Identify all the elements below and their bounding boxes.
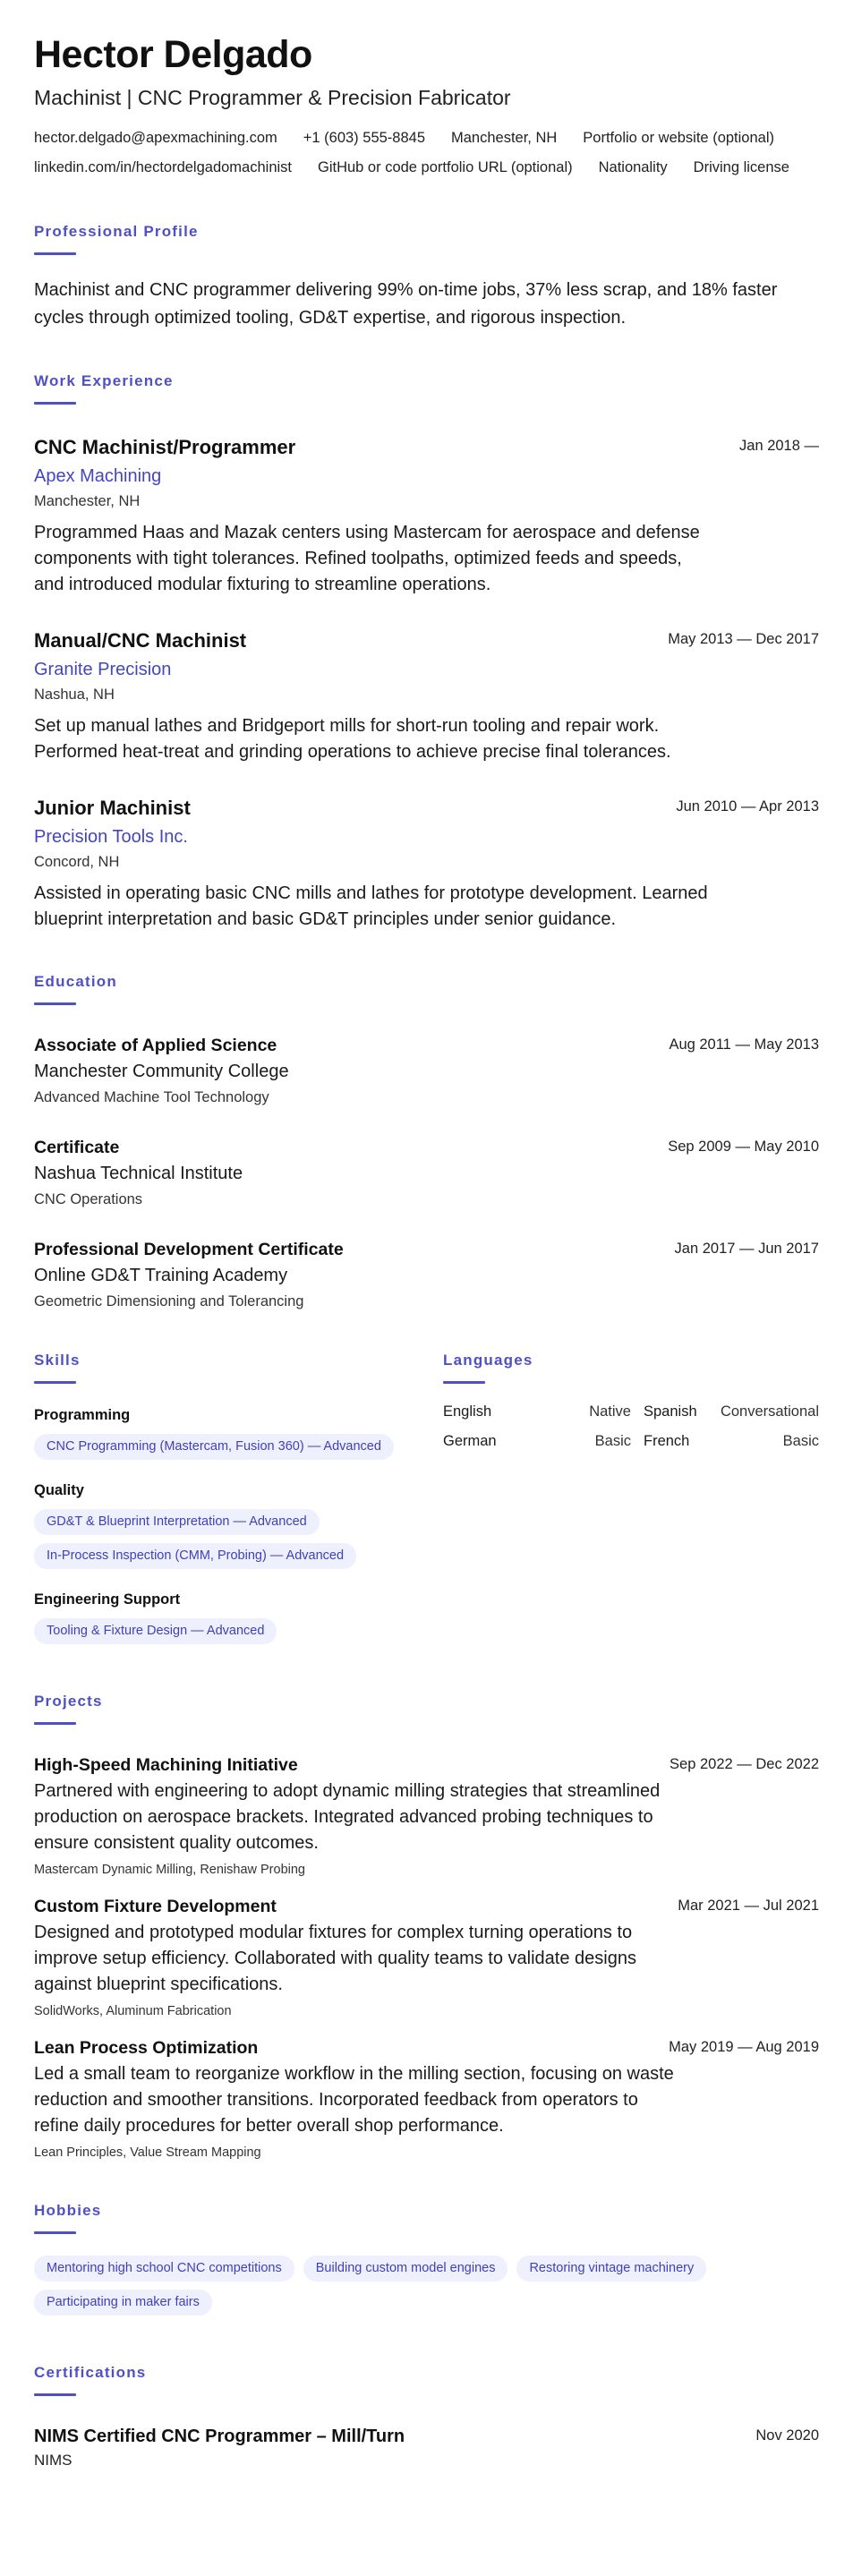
education-entry bbox=[34, 1136, 819, 1209]
section-title-education: Education bbox=[34, 973, 117, 990]
project-dates: Mar 2021 — Jul 2021 bbox=[678, 1898, 819, 1914]
section-title-experience: Work Experience bbox=[34, 372, 174, 389]
certification-entry bbox=[34, 2425, 819, 2470]
section-divider bbox=[34, 2231, 76, 2234]
section-divider bbox=[443, 1381, 485, 1384]
job-description: Assisted in operating basic CNC mills and lathes for prototype development. Learned blueprint interpretation and basic GD&T principles under senior guidance. bbox=[34, 883, 708, 929]
project-name: Lean Process Optimization bbox=[34, 2038, 259, 2058]
section-divider bbox=[34, 1722, 76, 1725]
education-field: Geometric Dimensioning and Tolerancing bbox=[34, 1293, 304, 1309]
project-dates: May 2019 — Aug 2019 bbox=[669, 2039, 819, 2055]
section-title-projects: Projects bbox=[34, 1693, 103, 1710]
education-school: Nashua Technical Institute bbox=[34, 1164, 243, 1183]
profile-summary: Machinist and CNC programmer delivering 99% on-time jobs, 37% less scrap, and 18% faster cycles through optimized tooling, GD&T expertise, and rigorous inspection. bbox=[34, 280, 778, 328]
hobbies-list bbox=[34, 2256, 804, 2324]
project-description: Led a small team to reorganize workflow in the milling section, focusing on waste reduction and smoother transitions. Incorporated feedback from operators to refine daily procedures for better overall shop performance. bbox=[34, 2064, 674, 2136]
job-entry bbox=[34, 435, 819, 598]
education-entry bbox=[34, 1034, 819, 1107]
projects-section bbox=[34, 1692, 819, 2162]
job-description: Set up manual lathes and Bridgeport mills for short-run tooling and repair work. Performed heat-treat and grinding operations to achieve precise final tolerances. bbox=[34, 716, 671, 762]
language-name: Spanish bbox=[644, 1403, 697, 1420]
education-entry bbox=[34, 1238, 819, 1311]
project-name: Custom Fixture Development bbox=[34, 1897, 277, 1916]
job-title: CNC Machinist/Programmer bbox=[34, 436, 296, 458]
language-level: Conversational bbox=[720, 1403, 819, 1420]
skill-group bbox=[34, 1590, 410, 1652]
skill-chip: GD&T & Blueprint Interpretation — Advanced bbox=[34, 1509, 320, 1535]
section-divider bbox=[34, 402, 76, 405]
project-entry bbox=[34, 1895, 819, 2020]
education-degree: Professional Development Certificate bbox=[34, 1240, 344, 1259]
education-dates: Jan 2017 — Jun 2017 bbox=[674, 1241, 819, 1257]
certifications-section bbox=[34, 2363, 819, 2470]
skill-chip: Tooling & Fixture Design — Advanced bbox=[34, 1618, 277, 1644]
project-technologies: Lean Principles, Value Stream Mapping bbox=[34, 2145, 261, 2160]
skill-chip: In-Process Inspection (CMM, Probing) — Advanced bbox=[34, 1543, 356, 1569]
candidate-headline: Machinist | CNC Programmer & Precision Fabricator bbox=[34, 86, 511, 109]
section-divider bbox=[34, 2393, 76, 2396]
job-location: Nashua, NH bbox=[34, 687, 115, 703]
skill-chip: CNC Programming (Mastercam, Fusion 360) — Advanced bbox=[34, 1434, 394, 1460]
language-name: French bbox=[644, 1433, 690, 1449]
profile-section bbox=[34, 222, 819, 332]
hobby-chip: Restoring vintage machinery bbox=[516, 2256, 706, 2282]
job-company: Granite Precision bbox=[34, 660, 172, 679]
hobby-chip: Mentoring high school CNC competitions bbox=[34, 2256, 294, 2282]
section-divider bbox=[34, 1381, 76, 1384]
candidate-name: Hector Delgado bbox=[34, 33, 312, 76]
section-title-certifications: Certifications bbox=[34, 2364, 147, 2381]
job-location: Concord, NH bbox=[34, 854, 120, 870]
certification-date: Nov 2020 bbox=[755, 2427, 819, 2444]
contact-linkedin[interactable]: linkedin.com/in/hectordelgadomachinist bbox=[34, 159, 292, 175]
hobbies-section bbox=[34, 2201, 819, 2324]
language-name: English bbox=[443, 1403, 492, 1420]
language-level: Basic bbox=[782, 1433, 819, 1449]
certification-name: NIMS Certified CNC Programmer – Mill/Turn bbox=[34, 2427, 405, 2446]
skill-group-title: Quality bbox=[34, 1482, 84, 1498]
contact-nationality: Nationality bbox=[598, 159, 668, 175]
languages-list bbox=[443, 1403, 819, 1450]
education-degree: Associate of Applied Science bbox=[34, 1036, 277, 1055]
contact-github[interactable]: GitHub or code portfolio URL (optional) bbox=[318, 159, 573, 175]
project-technologies: SolidWorks, Aluminum Fabrication bbox=[34, 2004, 232, 2018]
project-name: High-Speed Machining Initiative bbox=[34, 1755, 298, 1775]
education-field: CNC Operations bbox=[34, 1191, 143, 1207]
contact-location: Manchester, NH bbox=[451, 130, 558, 146]
skill-group-title: Engineering Support bbox=[34, 1591, 181, 1608]
hobby-chip: Participating in maker fairs bbox=[34, 2290, 212, 2316]
project-technologies: Mastercam Dynamic Milling, Renishaw Probing bbox=[34, 1863, 305, 1877]
skill-group bbox=[34, 1405, 410, 1468]
project-dates: Sep 2022 — Dec 2022 bbox=[670, 1756, 819, 1772]
job-description: Programmed Haas and Mazak centers using Mastercam for aerospace and defense components with tight tolerances. Refined toolpaths, optimized feeds and speeds, and introduced modular fixturing to streamline operations. bbox=[34, 523, 700, 594]
certification-issuer: NIMS bbox=[34, 2452, 73, 2469]
contact-info bbox=[34, 124, 819, 183]
education-school: Online GD&T Training Academy bbox=[34, 1266, 288, 1285]
experience-section bbox=[34, 371, 819, 933]
language-name: German bbox=[443, 1433, 497, 1449]
job-dates: May 2013 — Dec 2017 bbox=[668, 631, 819, 647]
project-description: Designed and prototyped modular fixtures for complex turning operations to improve setup efficiency. Collaborated with quality teams to validate designs against blueprint specifications. bbox=[34, 1923, 636, 1994]
job-company: Apex Machining bbox=[34, 466, 162, 486]
contact-driving-license: Driving license bbox=[693, 159, 789, 175]
languages-section bbox=[443, 1351, 819, 1652]
language-level: Basic bbox=[594, 1433, 631, 1449]
education-school: Manchester Community College bbox=[34, 1062, 289, 1081]
section-title-languages: Languages bbox=[443, 1352, 533, 1369]
job-entry bbox=[34, 628, 819, 765]
skills-section bbox=[34, 1351, 410, 1652]
job-title: Manual/CNC Machinist bbox=[34, 629, 247, 652]
section-title-profile: Professional Profile bbox=[34, 223, 199, 240]
job-company: Precision Tools Inc. bbox=[34, 827, 188, 847]
language-level: Native bbox=[589, 1403, 631, 1420]
project-entry bbox=[34, 2036, 819, 2162]
education-dates: Aug 2011 — May 2013 bbox=[669, 1036, 819, 1053]
resume-header bbox=[34, 30, 819, 183]
contact-phone[interactable]: +1 (603) 555-8845 bbox=[303, 130, 425, 146]
job-entry bbox=[34, 796, 819, 933]
section-divider bbox=[34, 1002, 76, 1005]
job-location: Manchester, NH bbox=[34, 493, 141, 509]
section-title-skills: Skills bbox=[34, 1352, 81, 1369]
section-title-hobbies: Hobbies bbox=[34, 2202, 102, 2219]
section-divider bbox=[34, 252, 76, 255]
contact-portfolio[interactable]: Portfolio or website (optional) bbox=[583, 130, 774, 146]
education-degree: Certificate bbox=[34, 1138, 120, 1157]
skills-languages-row bbox=[34, 1351, 819, 1652]
education-dates: Sep 2009 — May 2010 bbox=[668, 1139, 819, 1155]
project-entry bbox=[34, 1753, 819, 1879]
job-dates: Jan 2018 — bbox=[739, 438, 819, 454]
skill-group bbox=[34, 1480, 410, 1577]
education-field: Advanced Machine Tool Technology bbox=[34, 1089, 269, 1105]
contact-email[interactable]: hector.delgado@apexmachining.com bbox=[34, 130, 277, 146]
education-section bbox=[34, 972, 819, 1311]
job-title: Junior Machinist bbox=[34, 797, 191, 819]
skill-group-title: Programming bbox=[34, 1407, 131, 1423]
job-dates: Jun 2010 — Apr 2013 bbox=[676, 798, 819, 815]
project-description: Partnered with engineering to adopt dynamic milling strategies that streamlined production on aerospace brackets. Integrated advanced probing techniques to ensure consistent quality outcomes. bbox=[34, 1781, 661, 1853]
hobby-chip: Building custom model engines bbox=[303, 2256, 508, 2282]
